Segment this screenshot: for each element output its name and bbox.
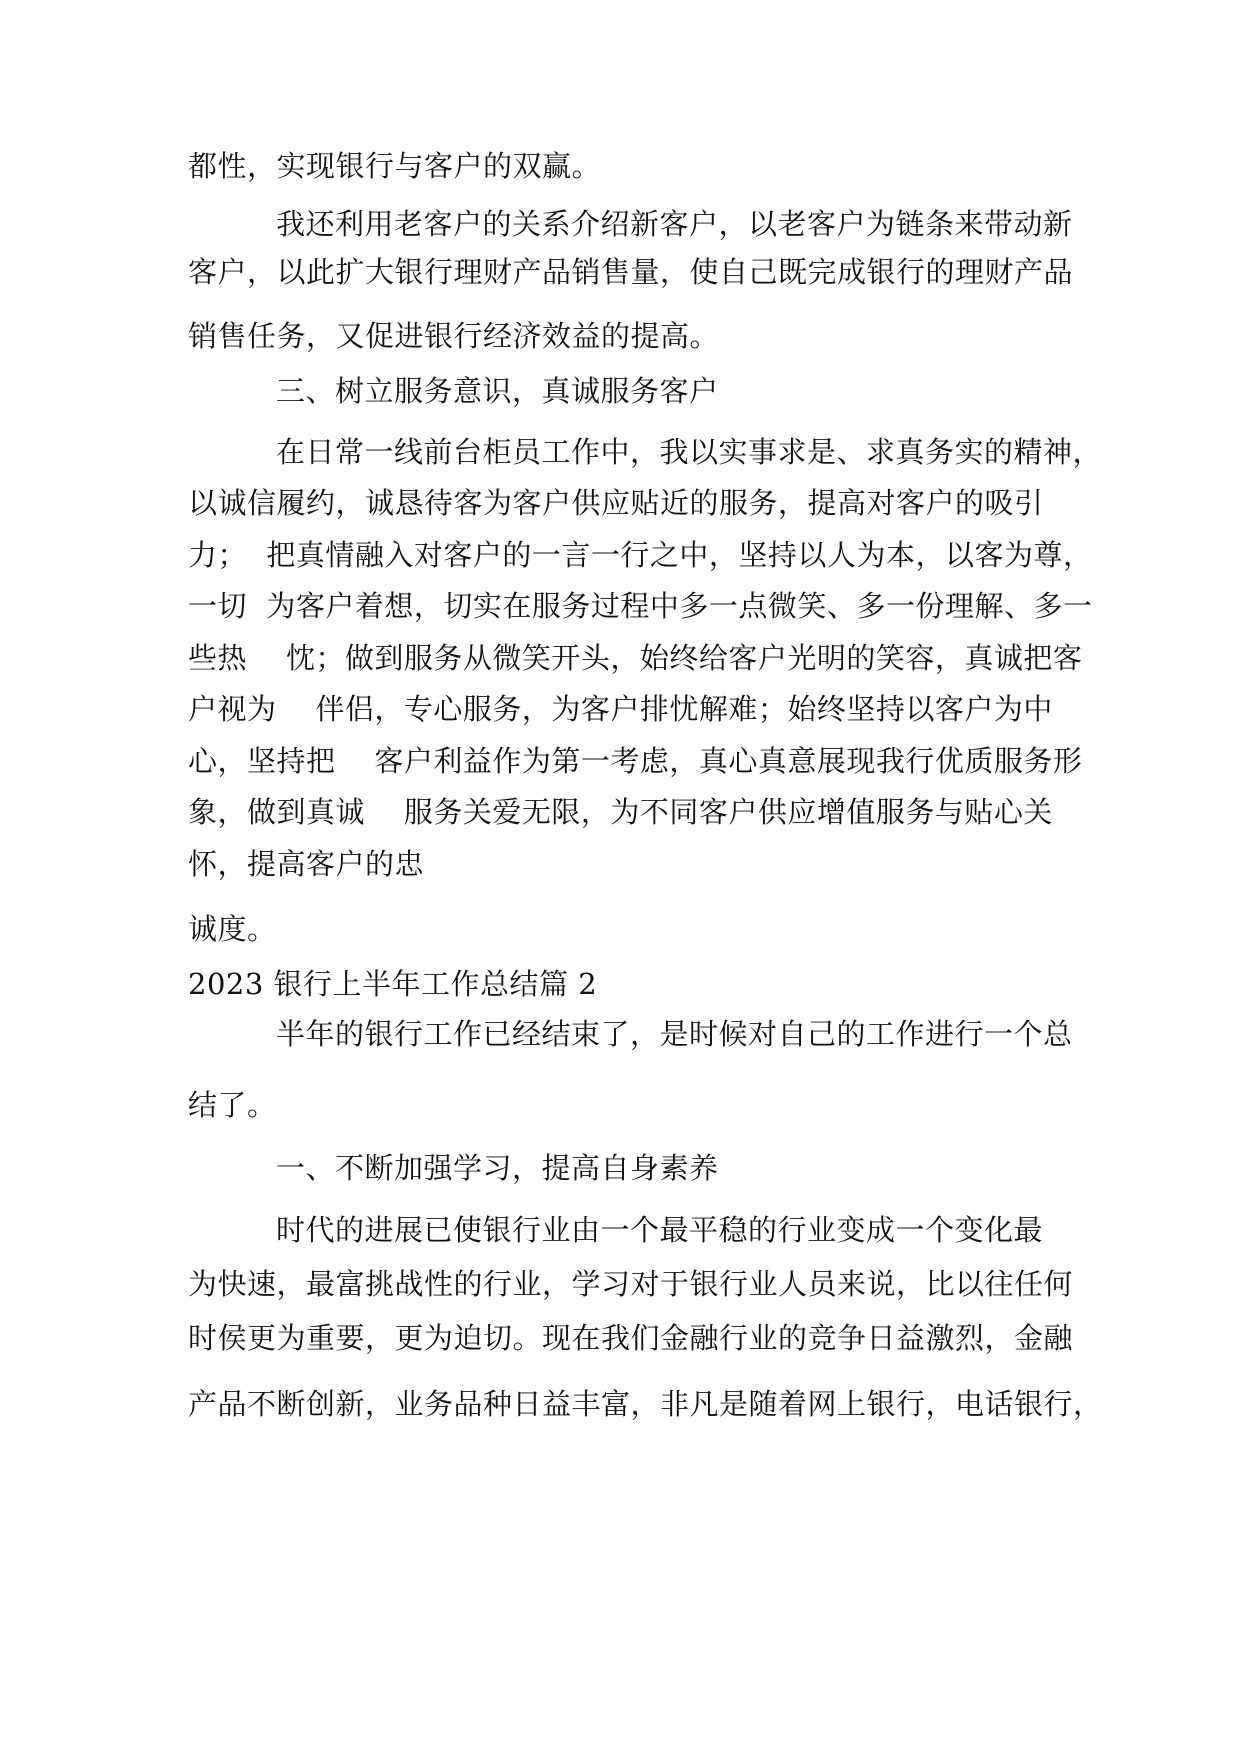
paragraph-line: 在日常一线前台柜员工作中，我以实事求是、求真务实的精神，	[276, 435, 1103, 469]
paragraph-line: 半年的银行工作已经结束了，是时候对自己的工作进行一个总	[276, 1017, 1073, 1051]
paragraph-line: 象，做到真诚 服务关爱无限，为不同客户供应增值服务与贴心关	[188, 795, 1053, 829]
paragraph-line: 力； 把真情融入对客户的一言一行之中，坚持以人为本，以客为尊，	[188, 538, 1093, 572]
paragraph-line: 时侯更为重要，更为迫切。现在我们金融行业的竞争日益激烈，金融	[188, 1321, 1074, 1355]
paragraph-line: 以诚信履约，诚恳待客为客户供应贴近的服务，提高对客户的吸引	[188, 486, 1044, 520]
paragraph-line: 都性，实现银行与客户的双赢。	[188, 149, 602, 183]
article-title: 2023 银行上半年工作总结篇 2	[188, 967, 598, 1001]
paragraph-line: 诚度。	[188, 912, 277, 946]
paragraph-line: 产品不断创新，业务品种日益丰富，非凡是随着网上银行，电话银行，	[188, 1387, 1103, 1421]
paragraph-line: 心，坚持把 客户利益作为第一考虑，真心真意展现我行优质服务形	[188, 744, 1083, 778]
paragraph-line: 结了。	[188, 1088, 277, 1122]
paragraph-line: 时代的进展已使银行业由一个最平稳的行业变成一个变化最	[276, 1213, 1044, 1247]
section-heading: 一、不断加强学习，提高自身素养	[276, 1151, 719, 1185]
paragraph-line: 怀，提高客户的忠	[188, 847, 425, 881]
paragraph-line: 一切 为客户着想，切实在服务过程中多一点微笑、多一份理解、多一	[188, 589, 1093, 623]
paragraph-line: 销售任务，又促进银行经济效益的提高。	[188, 319, 720, 353]
section-heading: 三、树立服务意识，真诚服务客户	[276, 374, 719, 408]
paragraph-line: 为快速，最富挑战性的行业，学习对于银行业人员来说，比以往任何	[188, 1267, 1074, 1301]
paragraph-line: 我还利用老客户的关系介绍新客户，以老客户为链条来带动新	[276, 207, 1073, 241]
paragraph-line: 客户，以此扩大银行理财产品销售量，使自己既完成银行的理财产品	[188, 255, 1074, 289]
paragraph-line: 些热 忱；做到服务从微笑开头，始终给客户光明的笑容，真诚把客	[188, 641, 1083, 675]
paragraph-line: 户视为 伴侣，专心服务，为客户排忧解难；始终坚持以客户为中	[188, 692, 1053, 726]
